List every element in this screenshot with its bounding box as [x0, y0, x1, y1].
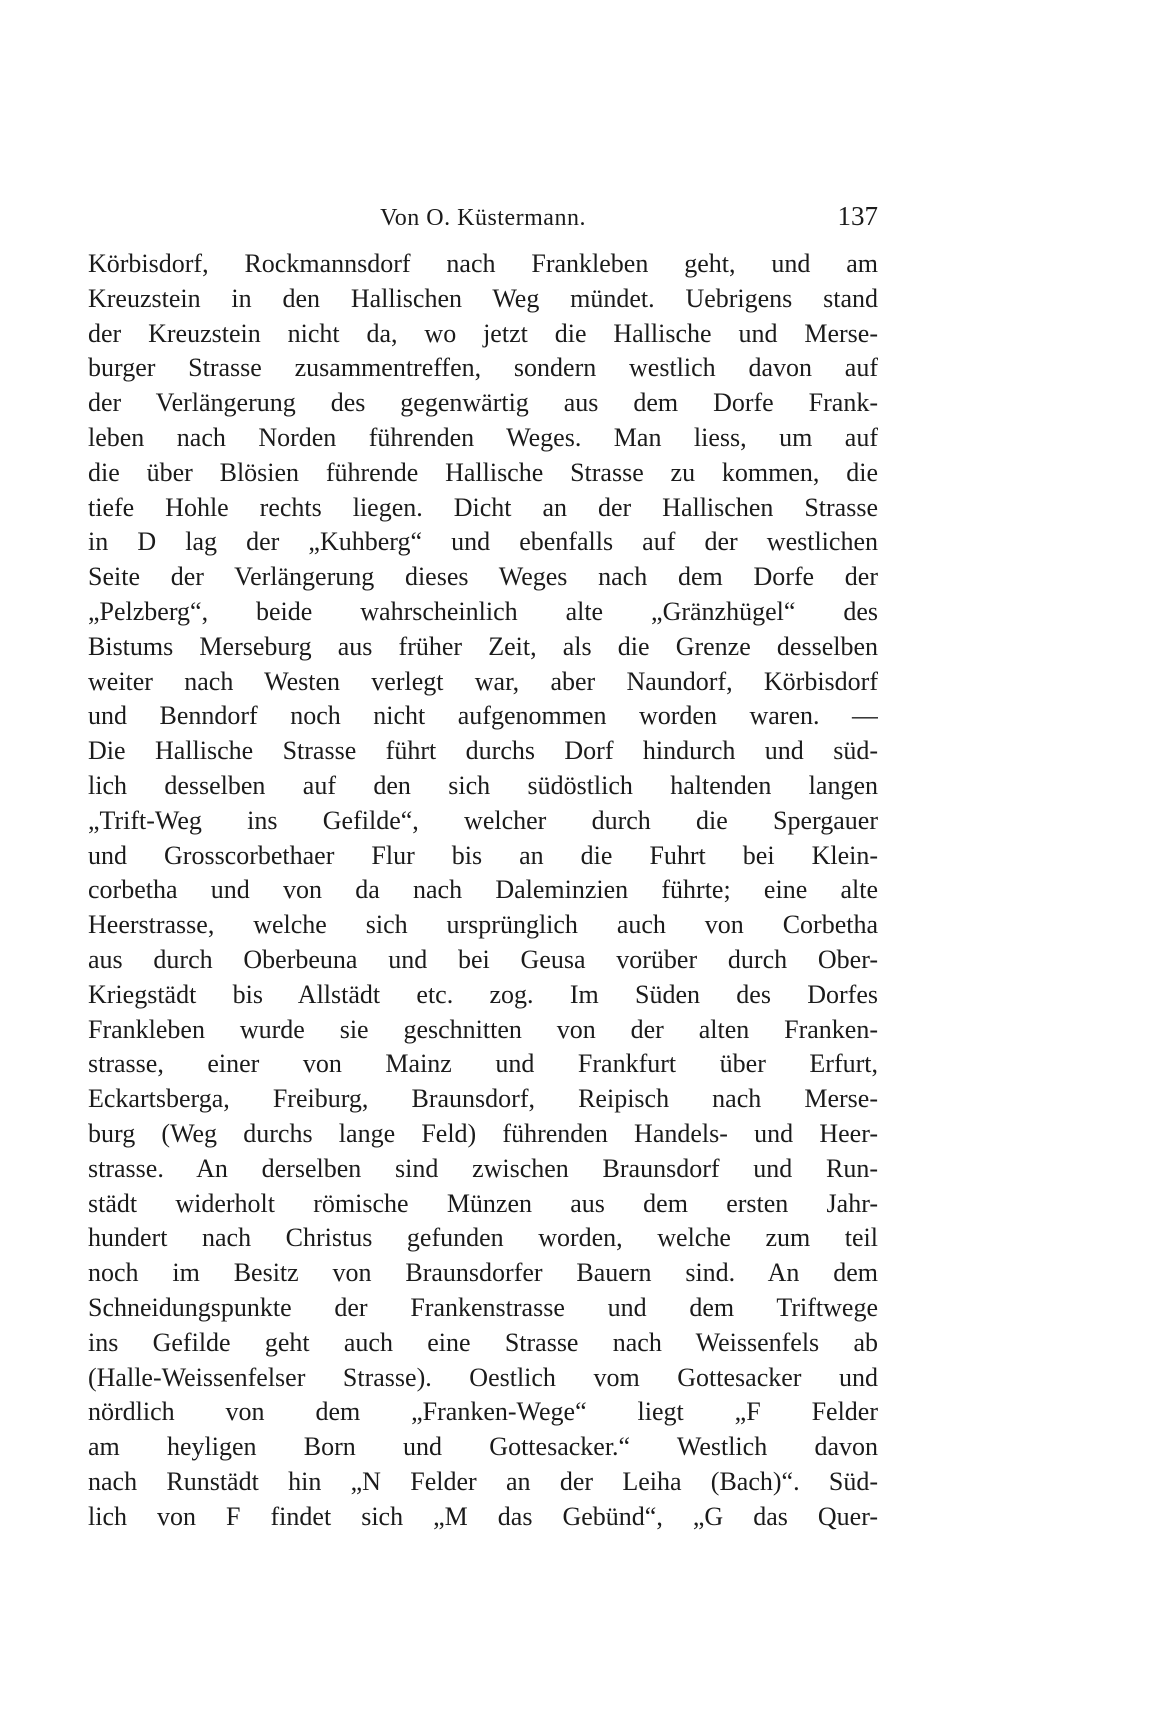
text-line: Schneidungspunkte der Frankenstrasse und dem Triftwege	[88, 1292, 878, 1322]
page-number: 137	[837, 201, 878, 231]
text-line: Die Hallische Strasse führt durchs Dorf hindurch und süd-	[88, 736, 878, 766]
text-line: (Halle-Weissenfelser Strasse). Oestlich vom Gottesacker und	[88, 1362, 878, 1392]
text-line: und Grosscorbethaer Flur bis an die Fuhrt bei Klein-	[88, 840, 878, 870]
text-line: Heerstrasse, welche sich ursprünglich auch von Corbetha	[88, 910, 878, 940]
running-head	[88, 201, 878, 241]
text-line: nördlich von dem „Franken-Wege“ liegt „F Felder	[88, 1397, 878, 1427]
text-line: strasse, einer von Mainz und Frankfurt über Erfurt,	[88, 1049, 878, 1079]
text-line: städt widerholt römische Münzen aus dem ersten Jahr-	[88, 1188, 878, 1218]
text-line: „Pelzberg“, beide wahrscheinlich alte „Gränzhügel“ des	[88, 596, 878, 626]
body-text	[88, 247, 878, 1534]
running-title: Von O. Küstermann.	[380, 205, 586, 231]
text-line: Bistums Merseburg aus früher Zeit, als die Grenze desselben	[88, 631, 878, 661]
text-line: der Kreuzstein nicht da, wo jetzt die Hallische und Merse-	[88, 318, 878, 348]
text-line: aus durch Oberbeuna und bei Geusa vorüber durch Ober-	[88, 944, 878, 974]
text-line: nach Runstädt hin „N Felder an der Leiha (Bach)“. Süd-	[88, 1466, 878, 1496]
text-line: Kreuzstein in den Hallischen Weg mündet. Uebrigens stand	[88, 283, 878, 313]
text-line: der Verlängerung des gegenwärtig aus dem Dorfe Frank-	[88, 388, 878, 418]
text-line: Eckartsberga, Freiburg, Braunsdorf, Reipisch nach Merse-	[88, 1084, 878, 1114]
text-line: Frankleben wurde sie geschnitten von der alten Franken-	[88, 1014, 878, 1044]
text-line: weiter nach Westen verlegt war, aber Naundorf, Körbisdorf	[88, 666, 878, 696]
text-line: „Trift-Weg ins Gefilde“, welcher durch die Spergauer	[88, 805, 878, 835]
text-line: noch im Besitz von Braunsdorfer Bauern sind. An dem	[88, 1258, 878, 1288]
text-line: in D lag der „Kuhberg“ und ebenfalls auf der westlichen	[88, 527, 878, 557]
text-line: und Benndorf noch nicht aufgenommen worden waren. —	[88, 701, 878, 731]
text-line: Kriegstädt bis Allstädt etc. zog. Im Süden des Dorfes	[88, 979, 878, 1009]
text-line: Körbisdorf, Rockmannsdorf nach Frankleben geht, und am	[88, 249, 878, 278]
text-line: Seite der Verlängerung dieses Weges nach dem Dorfe der	[88, 562, 878, 592]
text-line: burg (Weg durchs lange Feld) führenden Handels- und Heer-	[88, 1118, 878, 1148]
text-line: die über Blösien führende Hallische Strasse zu kommen, die	[88, 457, 878, 487]
text-line: burger Strasse zusammentreffen, sondern westlich davon auf	[88, 353, 878, 383]
text-line: hundert nach Christus gefunden worden, welche zum teil	[88, 1223, 878, 1253]
text-line: ins Gefilde geht auch eine Strasse nach Weissenfels ab	[88, 1327, 878, 1357]
text-line: strasse. An derselben sind zwischen Braunsdorf und Run-	[88, 1153, 878, 1183]
text-line: tiefe Hohle rechts liegen. Dicht an der Hallischen Strasse	[88, 492, 878, 522]
text-line: leben nach Norden führenden Weges. Man liess, um auf	[88, 422, 878, 452]
text-line: am heyligen Born und Gottesacker.“ Westlich davon	[88, 1432, 878, 1462]
text-line: corbetha und von da nach Daleminzien führte; eine alte	[88, 875, 878, 905]
text-line: lich desselben auf den sich südöstlich haltenden langen	[88, 770, 878, 800]
text-line: lich von F findet sich „M das Gebünd“, „G das Quer-	[88, 1501, 878, 1531]
